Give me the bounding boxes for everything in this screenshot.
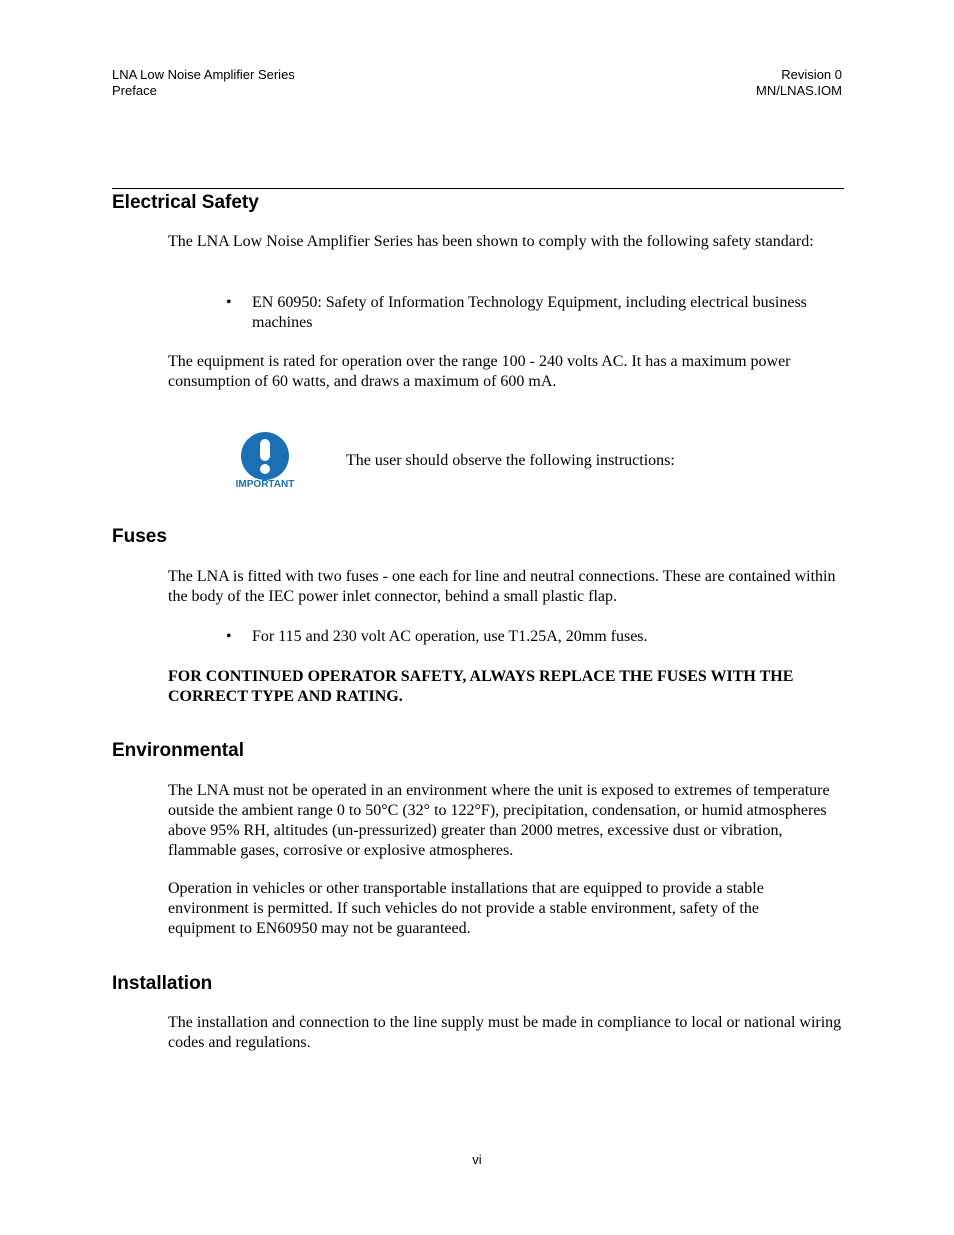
- electrical-safety-bullet: EN 60950: Safety of Information Technology Equipment, including electrical business machines: [252, 294, 807, 331]
- fuses-intro: The LNA is fitted with two fuses - one each for line and neutral connections. These are contained within the body of the IEC power inlet connector, behind a small plastic flap.: [168, 568, 836, 605]
- important-note-text: The user should observe the following instructions:: [346, 452, 675, 469]
- bullet-dot: •: [226, 628, 232, 645]
- bullet-dot: •: [226, 294, 232, 311]
- page-number: vi: [472, 1152, 482, 1167]
- document-title: LNA Low Noise Amplifier Series: [112, 67, 295, 82]
- heading-fuses: Fuses: [112, 526, 167, 547]
- document-number: MN/LNAS.IOM: [756, 83, 842, 98]
- installation-para: The installation and connection to the line supply must be made in compliance to local or national wiring codes and regulations.: [168, 1014, 842, 1051]
- fuses-warning: FOR CONTINUED OPERATOR SAFETY, ALWAYS REPLACE THE FUSES WITH THE CORRECT TYPE AND RATING.: [168, 668, 794, 705]
- header-rule: [112, 188, 844, 189]
- revision-label: Revision 0: [781, 67, 842, 82]
- electrical-safety-rating: The equipment is rated for operation over the range 100 - 240 volts AC. It has a maximum power consumption of 60 watts, and draws a maximum of 600 mA.: [168, 353, 791, 390]
- running-header-left: [112, 67, 295, 99]
- environmental-para-1: The LNA must not be operated in an environment where the unit is exposed to extremes of temperature outside the ambient range 0 to 50°C (32° to 122°F), precipitation, condensation, or humid atmospheres above 95% RH, altitudes (un-pressurized) greater than 2000 metres, excessive dust or vibration, flammable gases, corrosive or explosive atmospheres.: [168, 782, 830, 859]
- section-name: Preface: [112, 83, 157, 98]
- heading-environmental: Environmental: [112, 740, 244, 761]
- electrical-safety-intro: The LNA Low Noise Amplifier Series has been shown to comply with the following safety standard:: [168, 233, 814, 250]
- heading-installation: Installation: [112, 973, 213, 994]
- environmental-para-2: Operation in vehicles or other transportable installations that are equipped to provide a stable environment is permitted. If such vehicles do not provide a stable environment, safety of the equipment to EN60950 may not be guaranteed.: [168, 880, 764, 937]
- fuses-bullet: For 115 and 230 volt AC operation, use T1.25A, 20mm fuses.: [252, 628, 648, 645]
- heading-electrical-safety: Electrical Safety: [112, 192, 259, 213]
- running-header-right: [756, 67, 842, 99]
- important-label: IMPORTANT: [235, 479, 295, 490]
